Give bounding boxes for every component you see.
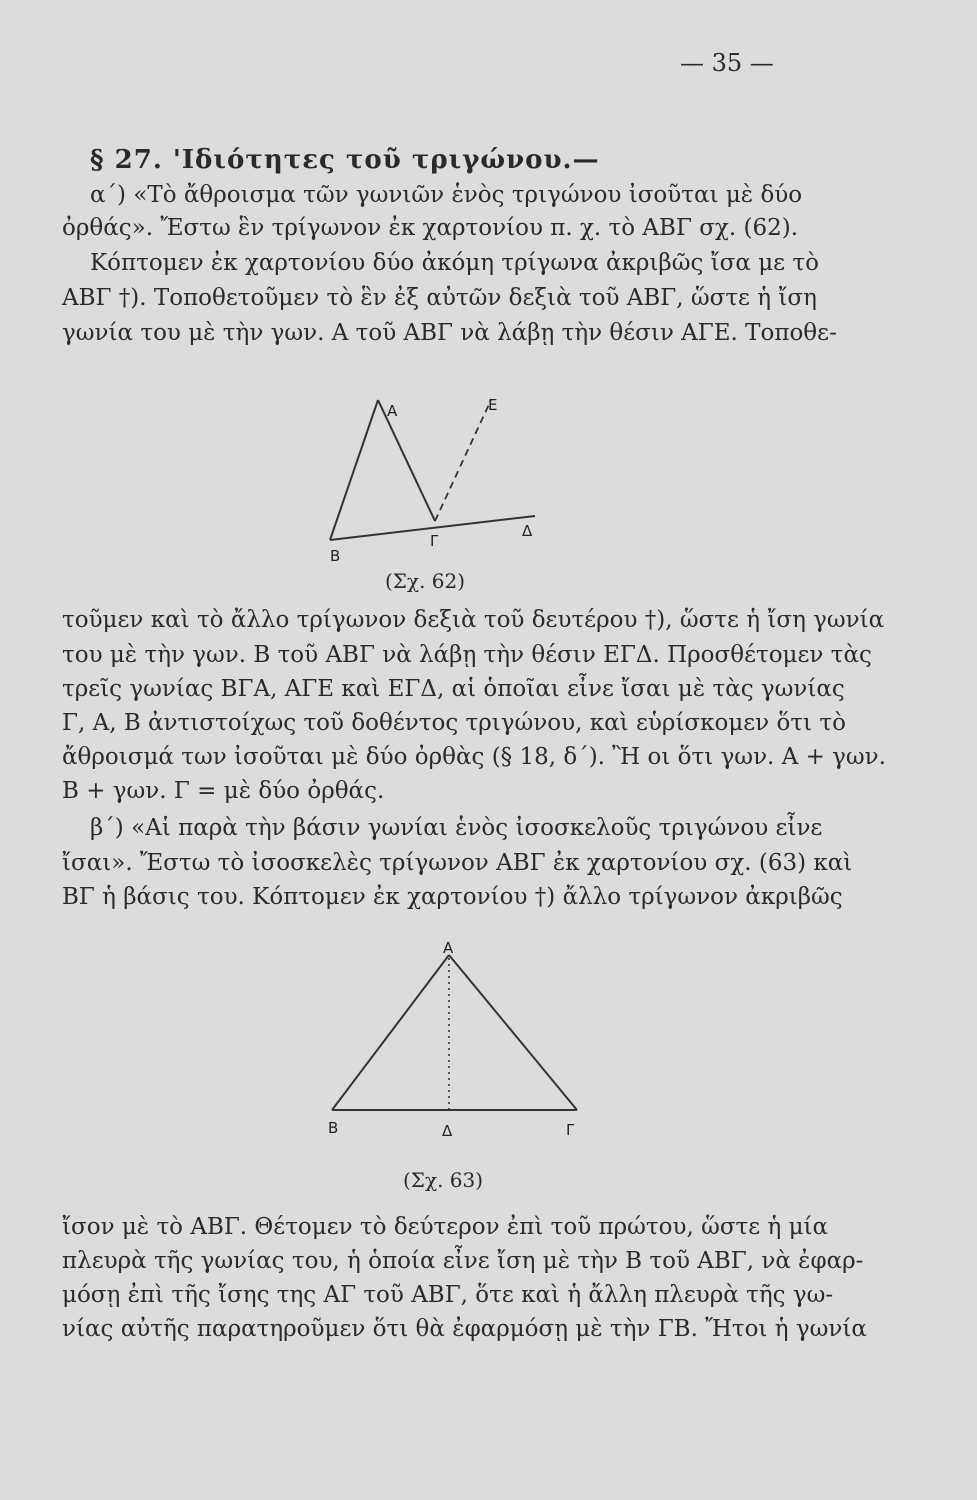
text-line: β΄) «Αἱ παρὰ τὴν βάσιν γωνίαι ἑνὸς ἰσοσκελοῦς τριγώνου εἶνε: [90, 815, 823, 841]
fig62-label-g: Γ: [430, 532, 439, 550]
fig63-label-d: Δ: [442, 1122, 453, 1140]
text-line: Β + γων. Γ = μὲ δύο ὀρθάς.: [62, 778, 385, 804]
text-line: ἄθροισμά των ἰσοῦται μὲ δύο ὀρθὰς (§ 18, δ΄). Ἢ οι ὅτι γων. Α + γων.: [62, 744, 886, 770]
text-line: μόσῃ ἐπὶ τῆς ἴσης της ΑΓ τοῦ ΑΒΓ, ὅτε καὶ ἡ ἄλλη πλευρὰ τῆς γω-: [62, 1282, 834, 1308]
text-line: ἴσον μὲ τὸ ΑΒΓ. Θέτομεν τὸ δεύτερον ἐπὶ τοῦ πρώτου, ὥστε ἡ μία: [62, 1214, 829, 1240]
fig62-label-e: Ε: [488, 396, 498, 414]
text-line: πλευρὰ τῆς γωνίας του, ἡ ὁποία εἶνε ἴση μὲ τὴν Β τοῦ ΑΒΓ, νὰ ἐφαρ-: [62, 1248, 864, 1274]
text-line: ἴσαι». Ἔστω τὸ ἰσοσκελὲς τρίγωνον ΑΒΓ ἐκ χαρτονίου σχ. (63) καὶ: [62, 850, 853, 876]
page-number: — 35 —: [680, 49, 774, 77]
section-heading: § 27. 'Ιδιότητες τοῦ τριγώνου.—: [90, 145, 600, 175]
fig62-label-a: Α: [387, 402, 398, 420]
figure-63-caption: (Σχ. 63): [403, 1168, 484, 1192]
text-line: τρεῖς γωνίας ΒΓΑ, ΑΓΕ καὶ ΕΓΔ, αἱ ὁποῖαι εἶνε ἴσαι μὲ τὰς γωνίας: [62, 676, 845, 702]
text-line: νίας αὐτῆς παρατηροῦμεν ὅτι θὰ ἐφαρμόσῃ μὲ τὴν ΓΒ. Ἤτοι ἡ γωνία: [62, 1316, 867, 1342]
text-line: του μὲ τὴν γων. Β τοῦ ΑΒΓ νὰ λάβῃ τὴν θέσιν ΕΓΔ. Προσθέτομεν τὰς: [62, 642, 872, 668]
fig63-label-b: Β: [328, 1119, 339, 1137]
fig63-label-a: Α: [443, 939, 454, 957]
fig62-label-d: Δ: [522, 522, 533, 540]
text-line: Κόπτομεν ἐκ χαρτονίου δύο ἀκόμη τρίγωνα ἀκριβῶς ἴσα με τὸ: [90, 250, 819, 276]
text-line: ΑΒΓ †). Τοποθετοῦμεν τὸ ἓν ἐξ αὐτῶν δεξιὰ τοῦ ΑΒΓ, ὥστε ἡ ἴση: [62, 285, 817, 311]
fig63-isosceles-triangle: [332, 955, 577, 1110]
figure-62-caption: (Σχ. 62): [385, 569, 466, 593]
text-line: ὀρθάς». Ἔστω ἓν τρίγωνον ἐκ χαρτονίου π. χ. τὸ ΑΒΓ σχ. (62).: [62, 215, 798, 241]
text-line: γωνία του μὲ τὴν γων. Α τοῦ ΑΒΓ νὰ λάβῃ τὴν θέσιν ΑΓΕ. Τοποθε-: [62, 320, 837, 346]
text-line: ΒΓ ἡ βάσις του. Κόπτομεν ἐκ χαρτονίου †) ἄλλο τρίγωνον ἀκριβῶς: [62, 884, 843, 910]
text-line: τοῦμεν καὶ τὸ ἄλλο τρίγωνον δεξιὰ τοῦ δευτέρου †), ὥστε ἡ ἴση γωνία: [62, 607, 885, 633]
text-line: Γ, Α, Β ἀντιστοίχως τοῦ δοθέντος τριγώνου, καὶ εὑρίσκομεν ὅτι τὸ: [62, 710, 846, 736]
fig62-label-b: Β: [330, 547, 341, 565]
fig63-label-g: Γ: [566, 1121, 575, 1139]
text-line: α΄) «Τὸ ἄθροισμα τῶν γωνιῶν ἑνὸς τριγώνου ἰσοῦται μὲ δύο: [90, 182, 803, 208]
